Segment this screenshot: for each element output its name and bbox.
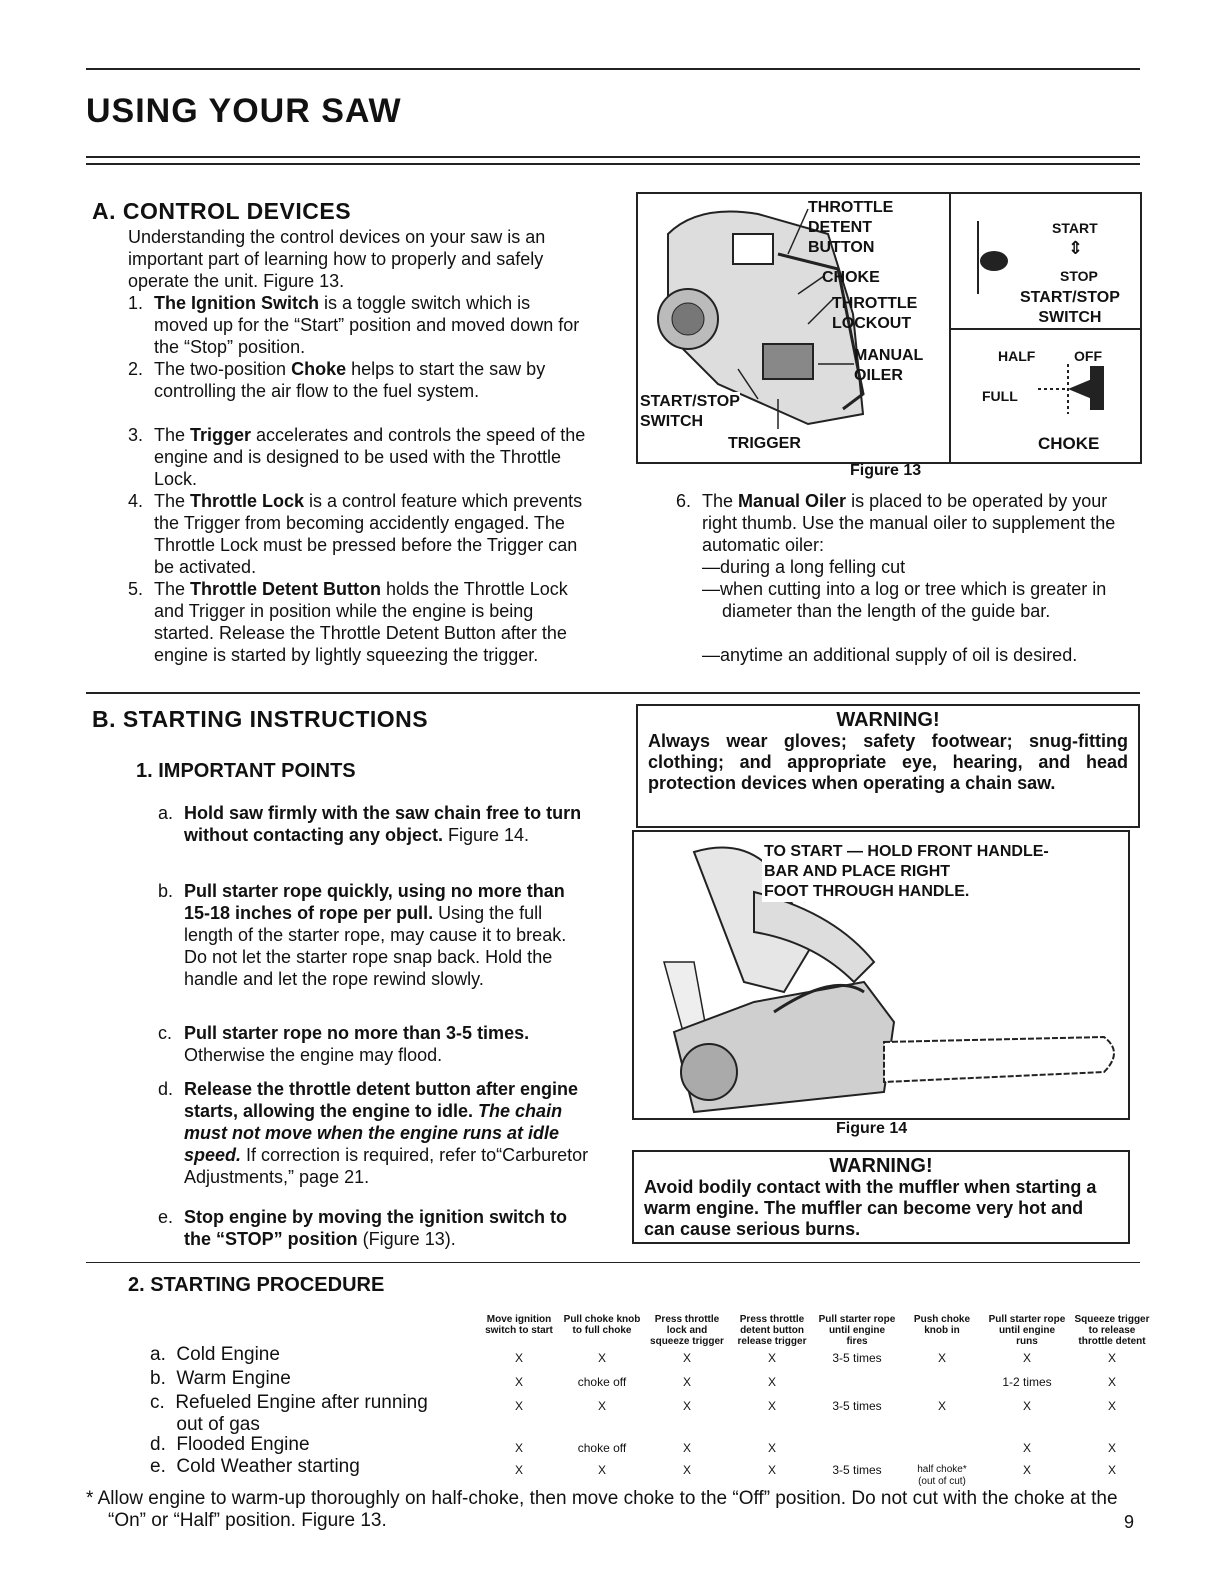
figure-13-caption: Figure 13 — [850, 462, 922, 479]
procedure-cell: X — [597, 1399, 606, 1413]
label-off: OFF — [1074, 348, 1102, 364]
control-item-3: 3. The Trigger accelerates and controls the speed of the engine and is designed to be used with the Throttle Lock. — [128, 425, 586, 489]
important-points-heading: 1. IMPORTANT POINTS — [136, 760, 356, 782]
procedure-cell: X — [682, 1351, 691, 1365]
procedure-cell: X — [767, 1351, 776, 1365]
label-choke: CHOKE — [822, 269, 880, 286]
procedure-column-header: Pull choke knob to full choke — [563, 1314, 641, 1336]
procedure-column-header: Move ignition switch to start — [485, 1314, 553, 1336]
oiler-bullet-3: —anytime an additional supply of oil is desired. — [702, 645, 1078, 665]
label-full: FULL — [982, 388, 1018, 404]
up-down-arrow-icon: ⇕ — [1068, 238, 1084, 258]
procedure-cell: X — [682, 1463, 691, 1477]
procedure-cell: X — [597, 1351, 606, 1365]
warning-1-title: WARNING! — [836, 709, 940, 731]
title-rule-2 — [86, 163, 1140, 165]
label-throttle-lockout: THROTTLE LOCKOUT — [832, 295, 918, 332]
section-a-heading: A. CONTROL DEVICES — [92, 198, 352, 224]
title-rule-1 — [86, 156, 1140, 158]
procedure-cell: X — [597, 1463, 606, 1477]
label-start-stop-switch: START/STOP SWITCH — [640, 393, 740, 430]
choke-lever-icon — [1018, 354, 1118, 424]
procedure-cell: choke off — [577, 1441, 627, 1455]
procedure-column-header: Press throttle lock and squeeze trigger — [650, 1314, 724, 1347]
procedure-cell: 1-2 times — [1002, 1375, 1052, 1389]
warning-2-text: Avoid bodily contact with the muffler when starting a warm engine. The muffler can become very hot and can cause serious burns. — [644, 1177, 1097, 1239]
procedure-rule — [86, 1262, 1140, 1263]
warning-1-text: Always wear gloves; safety footwear; snug-fitting clothing; and appropriate eye, hearing, and head protection devices when operating a chain saw. — [648, 731, 1128, 793]
label-start: START — [1052, 220, 1098, 236]
procedure-cell: X — [682, 1375, 691, 1389]
procedure-cell: X — [1022, 1441, 1031, 1455]
oiler-bullet-2: —when cutting into a log or tree which is greater in diameter than the length of the guide bar. — [702, 579, 1107, 621]
procedure-cell: X — [1107, 1441, 1116, 1455]
label-throttle-detent: THROTTLE DETENT BUTTON — [808, 199, 894, 256]
procedure-cell: X — [767, 1399, 776, 1413]
procedure-row-label: d. Flooded Engine — [150, 1434, 310, 1455]
procedure-cell: X — [682, 1399, 691, 1413]
control-item-1: 1. The Ignition Switch is a toggle switch which is moved up for the “Start” position and moved down for the “Stop” position. — [128, 293, 580, 357]
point-d: d. Release the throttle detent button after engine starts, allowing the engine to idle. The chain must not move when the engine runs at idle speed. If correction is required, refer to“Carburetor Adjustments,” page 21. — [158, 1079, 589, 1187]
procedure-row-label: e. Cold Weather starting — [150, 1456, 360, 1477]
procedure-column-header: Pull starter rope until engine fires — [818, 1314, 896, 1347]
section-b-heading: B. STARTING INSTRUCTIONS — [92, 706, 429, 732]
procedure-cell: X — [514, 1351, 523, 1365]
page-number: 9 — [1124, 1512, 1135, 1532]
figure-14-note: TO START — HOLD FRONT HANDLE- BAR AND PLACE RIGHT FOOT THROUGH HANDLE. — [764, 843, 1049, 900]
starting-procedure-heading: 2. STARTING PROCEDURE — [128, 1274, 385, 1296]
procedure-cell: X — [682, 1441, 691, 1455]
warning-box-2 — [632, 1150, 1130, 1244]
procedure-cell: X — [1022, 1399, 1031, 1413]
procedure-row-label: a. Cold Engine — [150, 1344, 280, 1365]
label-switch: START/STOP SWITCH — [1020, 289, 1120, 326]
procedure-column-header: Squeeze trigger to release throttle detent — [1074, 1314, 1150, 1347]
procedure-column-header: Push choke knob in — [913, 1314, 971, 1336]
point-a: a. Hold saw firmly with the saw chain free to turn without contacting any object. Figure 14. — [158, 803, 582, 845]
procedure-cell: X — [1107, 1463, 1116, 1477]
control-item-6: 6. The Manual Oiler is placed to be operated by your right thumb. Use the manual oiler to supplement the automatic oiler: — [676, 491, 1116, 555]
control-item-4: 4. The Throttle Lock is a control feature which prevents the Trigger from becoming accidently engaged. The Throttle Lock must be pressed before the Trigger can be activated. — [128, 491, 583, 577]
procedure-cell: X — [1107, 1351, 1116, 1365]
procedure-cell: X — [514, 1399, 523, 1413]
top-rule — [86, 68, 1140, 70]
procedure-column-header: Press throttle detent button release trigger — [737, 1314, 807, 1347]
toggle-switch-icon — [968, 216, 1028, 296]
procedure-row-label: b. Warm Engine — [150, 1368, 291, 1389]
procedure-cell: X — [514, 1463, 523, 1477]
control-item-2: 2. The two-position Choke helps to start the saw by controlling the air flow to the fuel system. — [128, 359, 546, 401]
procedure-cell: X — [1107, 1399, 1116, 1413]
point-c: c. Pull starter rope no more than 3-5 times. Otherwise the engine may flood. — [158, 1023, 530, 1065]
section-a-intro: Understanding the control devices on your saw is an important part of learning how to properly and safely operate the unit. Figure 13. — [128, 227, 546, 291]
procedure-cell: X — [767, 1375, 776, 1389]
procedure-cell: 3-5 times — [832, 1351, 882, 1365]
label-trigger: TRIGGER — [728, 435, 801, 452]
procedure-cell: X — [1107, 1375, 1116, 1389]
procedure-column-header: Pull starter rope until engine runs — [988, 1314, 1066, 1347]
procedure-cell: X — [514, 1441, 523, 1455]
procedure-cell: choke off — [577, 1375, 627, 1389]
warning-2-title: WARNING! — [829, 1155, 933, 1177]
label-stop: STOP — [1060, 268, 1098, 284]
procedure-cell: X — [767, 1441, 776, 1455]
warning-box-1 — [636, 704, 1140, 828]
section-rule — [86, 692, 1140, 694]
oiler-bullet-1: —during a long felling cut — [702, 557, 906, 577]
point-b: b. Pull starter rope quickly, using no more than 15-18 inches of rope per pull. Using the full length of the starter rope, may cause it to break. Do not let the starter rope snap back. Hold the handle and let the rope rewind slowly. — [158, 881, 567, 989]
procedure-cell: 3-5 times — [832, 1399, 882, 1413]
figure-13 — [636, 192, 1142, 464]
page-title: USING YOUR SAW — [86, 92, 402, 130]
figure-14-caption: Figure 14 — [836, 1120, 908, 1137]
figure-14 — [632, 830, 1130, 1120]
procedure-cell: X — [937, 1399, 946, 1413]
point-e: e. Stop engine by moving the ignition switch to the “STOP” position (Figure 13). — [158, 1207, 567, 1249]
procedure-cell: half choke* (out of cut) — [917, 1464, 967, 1487]
label-choke-panel: CHOKE — [1038, 434, 1100, 453]
procedure-cell: X — [937, 1351, 946, 1365]
label-manual-oiler: MANUAL OILER — [854, 347, 924, 384]
procedure-cell: X — [514, 1375, 523, 1389]
procedure-cell: 3-5 times — [832, 1463, 882, 1477]
procedure-cell: X — [1022, 1463, 1031, 1477]
control-item-5: 5. The Throttle Detent Button holds the Throttle Lock and Trigger in position while the engine is being started. Release the Throttle Detent Button after the engine is started by lightly squeezing the trigger. — [128, 579, 568, 665]
procedure-row-label: c. Refueled Engine after running out of gas — [150, 1392, 428, 1435]
procedure-cell: X — [1022, 1351, 1031, 1365]
label-half: HALF — [998, 348, 1036, 364]
procedure-footnote: * Allow engine to warm-up thoroughly on half-choke, then move choke to the “Off” position. Do not cut with the choke at the “On” or “Half” position. Figure 13. — [86, 1488, 1118, 1531]
procedure-cell: X — [767, 1463, 776, 1477]
